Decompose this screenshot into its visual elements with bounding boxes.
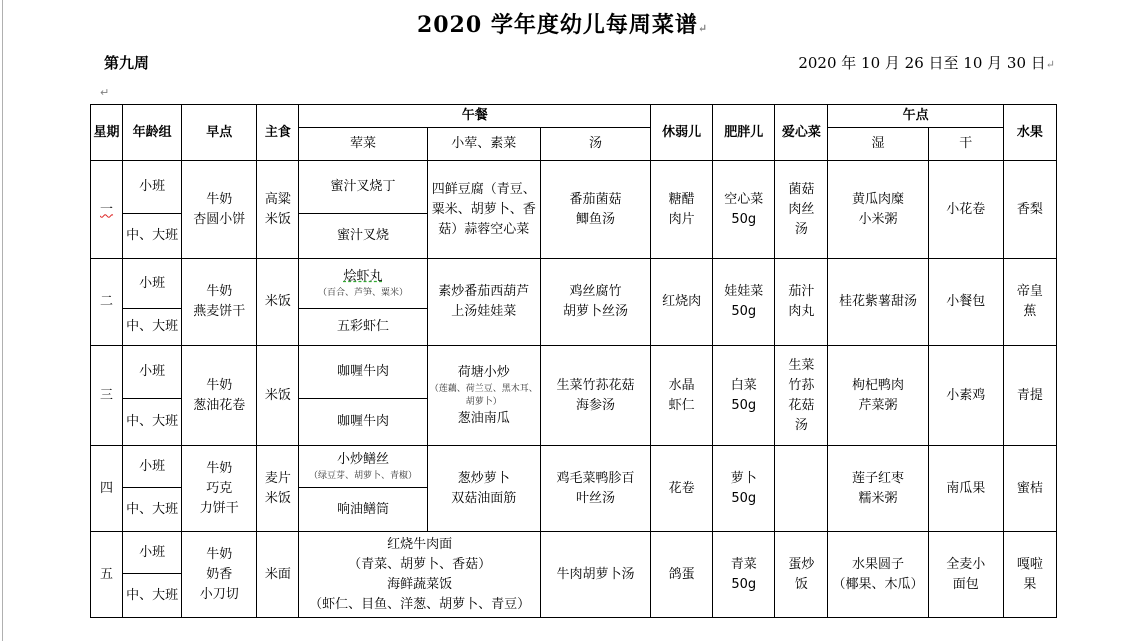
age-mid-cell: 中、大班 [123,309,182,346]
meat-mid-cell: 五彩虾仁 [299,309,427,346]
fruit-cell: 嘎啦 果 [1003,532,1056,618]
age-small-cell: 小班 [123,161,182,214]
staple-cell: 米面 [257,532,299,618]
snack-dry-cell: 小餐包 [928,259,1003,346]
header-staple: 主食 [257,105,299,161]
header-afternoon-snack: 午点 [828,105,1003,128]
fruit-cell: 香梨 [1003,161,1056,259]
header-age-group: 年龄组 [123,105,182,161]
page-title: 2020 学年度幼儿每周菜谱↵ [416,12,709,38]
header-lunch: 午餐 [299,105,651,128]
fruit-cell: 青提 [1003,346,1056,446]
snack-dry-cell: 小素鸡 [928,346,1003,446]
soup-cell: 生菜竹荪花菇 海参汤 [540,346,650,446]
weak-child-cell: 水晶 虾仁 [651,346,713,446]
meat-mid-cell: 响油鳝筒 [299,488,427,532]
snack-dry-cell: 全麦小 面包 [928,532,1003,618]
staple-cell: 高粱 米饭 [257,161,299,259]
day-cell: 三 [91,346,123,446]
vegetable-cell: 四鲜豆腐（青豆、粟米、胡萝卜、香菇）蒜蓉空心菜 [427,161,540,259]
snack-dry-cell: 小花卷 [928,161,1003,259]
lunch-combo-cell: 红烧牛肉面 （青菜、胡萝卜、香菇） 海鲜蔬菜饭 （虾仁、目鱼、洋葱、胡萝卜、青豆） [299,532,540,618]
meat-mid-cell: 蜜汁叉烧 [299,214,427,259]
breakfast-cell: 牛奶 杏圆小饼 [182,161,257,259]
header-lunch-meat: 荤菜 [299,128,427,161]
age-small-cell: 小班 [123,446,182,488]
staple-cell: 米饭 [257,259,299,346]
care-dish-cell: 菌菇 肉丝 汤 [775,161,828,259]
vegetable-cell: 荷塘小炒 （莲藕、荷兰豆、黑木耳、胡萝卜） 葱油南瓜 [427,346,540,446]
staple-cell: 麦片 米饭 [257,446,299,532]
meat-small-cell: 烩虾丸 （百合、芦笋、粟米） [299,259,427,309]
day-cell: 二 [91,259,123,346]
age-small-cell: 小班 [123,259,182,309]
week-label: 第九周 [104,54,150,72]
obese-child-cell: 青菜 50g [713,532,775,618]
meat-small-cell: 蜜汁叉烧丁 [299,161,427,214]
header-fruit: 水果 [1003,105,1056,161]
header-care-dish: 爱心菜 [775,105,828,161]
page-margin-rule [2,0,3,641]
age-mid-cell: 中、大班 [123,399,182,446]
breakfast-cell: 牛奶 巧克 力饼干 [182,446,257,532]
obese-child-cell: 娃娃菜 50g [713,259,775,346]
weak-child-cell: 糖醋 肉片 [651,161,713,259]
soup-cell: 鸡丝腐竹 胡萝卜丝汤 [540,259,650,346]
soup-cell: 鸡毛菜鸭胗百 叶丝汤 [540,446,650,532]
breakfast-cell: 牛奶 奶香 小刀切 [182,532,257,618]
day-cell: 五 [91,532,123,618]
snack-dry-cell: 南瓜果 [928,446,1003,532]
snack-wet-cell: 黄瓜肉糜 小米粥 [828,161,928,259]
header-weak-children: 休弱儿 [651,105,713,161]
weekly-menu-table [90,104,1057,618]
day-cell: 四 [91,446,123,532]
age-mid-cell: 中、大班 [123,214,182,259]
weak-child-cell: 红烧肉 [651,259,713,346]
care-dish-cell: 蛋炒 饭 [775,532,828,618]
header-day: 星期 [91,105,123,161]
fruit-cell: 蜜桔 [1003,446,1056,532]
age-mid-cell: 中、大班 [123,488,182,532]
age-mid-cell: 中、大班 [123,574,182,618]
soup-cell: 牛肉胡萝卜汤 [540,532,650,618]
soup-cell: 番茄菌菇 鲫鱼汤 [540,161,650,259]
header-snack-wet: 湿 [828,128,928,161]
meat-small-cell: 咖喱牛肉 [299,346,427,399]
weak-child-cell: 花卷 [651,446,713,532]
obese-child-cell: 白菜 50g [713,346,775,446]
staple-cell: 米饭 [257,346,299,446]
fruit-cell: 帝皇 蕉 [1003,259,1056,346]
header-lunch-vegetable: 小荤、素菜 [427,128,540,161]
paragraph-mark: ↵ [100,86,110,99]
snack-wet-cell: 莲子红枣 糯米粥 [828,446,928,532]
meat-mid-cell: 咖喱牛肉 [299,399,427,446]
day-cell: 一 [91,161,123,259]
care-dish-cell: 生菜 竹荪 花菇 汤 [775,346,828,446]
weak-child-cell: 鸽蛋 [651,532,713,618]
obese-child-cell: 萝卜 50g [713,446,775,532]
obese-child-cell: 空心菜 50g [713,161,775,259]
header-obese-children: 肥胖儿 [713,105,775,161]
header-snack-dry: 干 [928,128,1003,161]
vegetable-cell: 葱炒萝卜 双菇油面筋 [427,446,540,532]
snack-wet-cell: 枸杞鸭肉 芹菜粥 [828,346,928,446]
care-dish-cell: 茄汁 肉丸 [775,259,828,346]
age-small-cell: 小班 [123,346,182,399]
care-dish-cell [775,446,828,532]
vegetable-cell: 素炒番茄西葫芦 上汤娃娃菜 [427,259,540,346]
snack-wet-cell: 水果圆子 （椰果、木瓜） [828,532,928,618]
breakfast-cell: 牛奶 葱油花卷 [182,346,257,446]
header-lunch-soup: 汤 [540,128,650,161]
snack-wet-cell: 桂花紫薯甜汤 [828,259,928,346]
breakfast-cell: 牛奶 燕麦饼干 [182,259,257,346]
meat-small-cell: 小炒鳝丝 （绿豆芽、胡萝卜、青椒） [299,446,427,488]
date-range: 2020 年 10 月 26 日至 10 月 30 日↵ [798,54,1055,72]
header-breakfast: 早点 [182,105,257,161]
age-small-cell: 小班 [123,532,182,574]
